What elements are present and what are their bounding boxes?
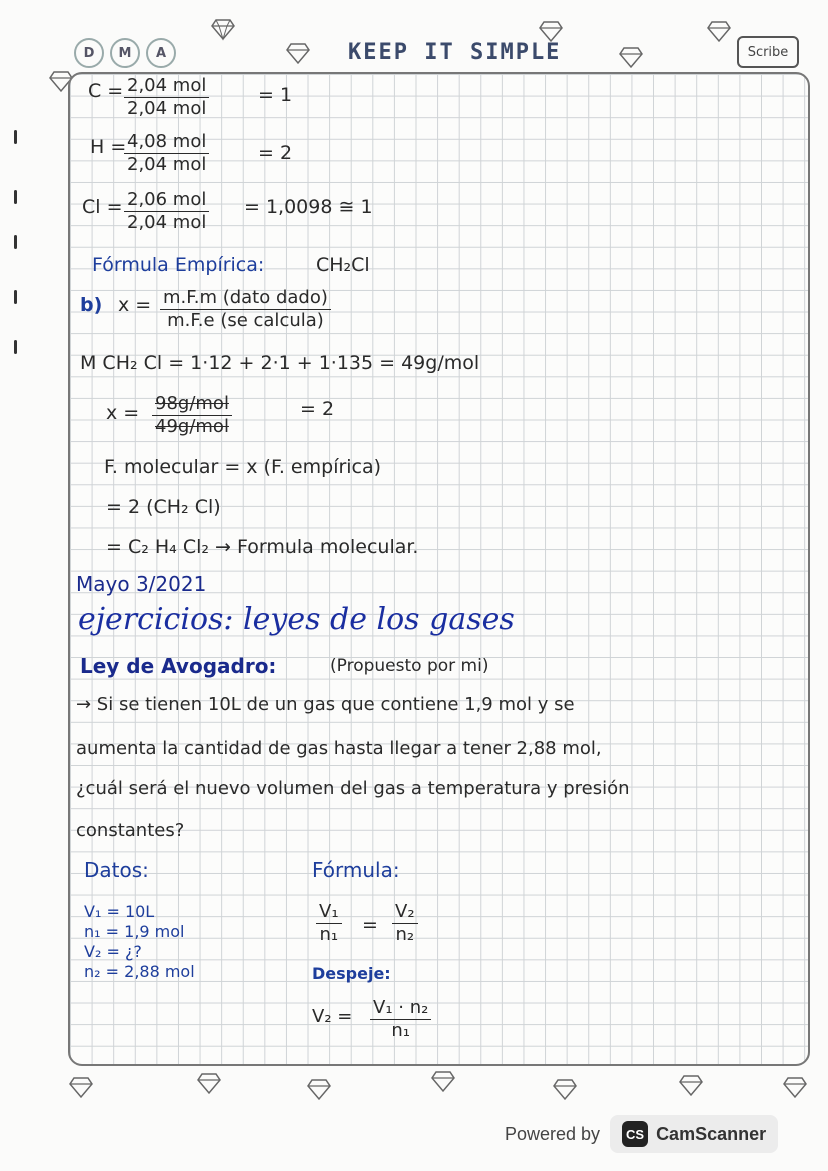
h-ratio-denominator: 2,04 mol bbox=[127, 154, 207, 175]
law-title: Ley de Avogadro: bbox=[80, 654, 277, 678]
part-b-label: b) bbox=[80, 294, 103, 316]
formula-right-denominator: n₂ bbox=[395, 924, 415, 945]
diamond-icon bbox=[552, 1076, 578, 1102]
binding-mark bbox=[14, 190, 17, 204]
diamond-icon bbox=[68, 1074, 94, 1100]
molecular-step-1: = 2 (CH₂ Cl) bbox=[106, 496, 221, 518]
part-b-numerator: m.F.m (dato dado) bbox=[160, 288, 331, 310]
camscanner-logo-icon: CS bbox=[622, 1121, 648, 1147]
dato-n1: n₁ = 1,9 mol bbox=[84, 922, 185, 941]
dma-circles bbox=[74, 38, 176, 68]
part-b-denominator: m.F.e (se calcula) bbox=[167, 310, 324, 331]
diamond-icon bbox=[430, 1068, 456, 1094]
diamond-icon bbox=[210, 16, 236, 42]
diamond-icon bbox=[678, 1072, 704, 1098]
diamond-icon bbox=[306, 1076, 332, 1102]
dato-v2: V₂ = ¿? bbox=[84, 942, 142, 961]
problem-line-2: aumenta la cantidad de gas hasta llegar a tener 2,88 mol, bbox=[76, 738, 602, 759]
molar-mass-line: M CH₂ Cl = 1·12 + 2·1 + 1·135 = 49g/mol bbox=[80, 352, 480, 374]
empirical-formula-label: Fórmula Empírica: bbox=[92, 254, 265, 276]
despeje-numerator: V₁ · n₂ bbox=[370, 998, 431, 1020]
law-note: (Propuesto por mi) bbox=[330, 656, 489, 676]
x-calc-numerator: 98g/mol bbox=[152, 394, 232, 416]
x-calc-lhs: x = bbox=[106, 402, 140, 424]
problem-line-1: → Si se tienen 10L de un gas que contiene 1,9 mol y se bbox=[76, 694, 575, 715]
formula-right-numerator: V₂ bbox=[392, 902, 418, 924]
dato-n2: n₂ = 2,88 mol bbox=[84, 962, 195, 981]
binding-mark bbox=[14, 235, 17, 249]
despeje-fraction bbox=[370, 998, 431, 1041]
formula-left-fraction bbox=[316, 902, 342, 945]
formula-left-denominator: n₁ bbox=[319, 924, 339, 945]
cl-ratio-denominator: 2,04 mol bbox=[127, 212, 207, 233]
cl-ratio-result: = 1,0098 ≅ 1 bbox=[244, 196, 373, 218]
diamond-icon bbox=[196, 1070, 222, 1096]
h-ratio-result: = 2 bbox=[258, 142, 293, 164]
formula-equals: = bbox=[362, 914, 378, 936]
dato-v1: V₁ = 10L bbox=[84, 902, 155, 921]
c-ratio-denominator: 2,04 mol bbox=[127, 98, 207, 119]
camscanner-name: CamScanner bbox=[656, 1123, 767, 1144]
date-label: Mayo 3/2021 bbox=[76, 572, 207, 596]
cl-ratio-numerator: 2,06 mol bbox=[124, 190, 209, 212]
circle-d: D bbox=[74, 38, 104, 68]
part-b-lhs: x = bbox=[118, 294, 152, 316]
diamond-icon bbox=[618, 44, 644, 70]
binding-mark bbox=[14, 290, 17, 304]
molecular-step-2: = C₂ H₄ Cl₂ → Formula molecular. bbox=[106, 536, 419, 558]
binding-mark bbox=[14, 130, 17, 144]
binding-mark bbox=[14, 340, 17, 354]
formula-label: Fórmula: bbox=[312, 858, 400, 882]
problem-line-4: constantes? bbox=[76, 820, 185, 841]
cl-ratio-fraction bbox=[124, 190, 209, 233]
circle-m: M bbox=[110, 38, 140, 68]
formula-left-numerator: V₁ bbox=[316, 902, 342, 924]
datos-label: Datos: bbox=[84, 858, 149, 882]
h-ratio-fraction bbox=[124, 132, 209, 175]
diamond-icon bbox=[538, 18, 564, 44]
x-calc-fraction bbox=[152, 394, 232, 437]
despeje-lhs: V₂ = bbox=[312, 1006, 353, 1027]
brand-title: KEEP IT SIMPLE bbox=[348, 40, 562, 65]
c-ratio-numerator: 2,04 mol bbox=[124, 76, 209, 98]
molecular-definition: F. molecular = x (F. empírica) bbox=[104, 456, 382, 478]
c-ratio-fraction bbox=[124, 76, 209, 119]
despeje-denominator: n₁ bbox=[391, 1020, 410, 1041]
section-title: ejercicios: leyes de los gases bbox=[78, 602, 515, 637]
x-calc-result: = 2 bbox=[300, 398, 335, 420]
powered-by-text: Powered by bbox=[505, 1123, 601, 1144]
circle-a: A bbox=[146, 38, 176, 68]
camscanner-footer bbox=[505, 1115, 778, 1153]
diamond-icon bbox=[706, 18, 732, 44]
empirical-formula-value: CH₂Cl bbox=[316, 254, 370, 276]
problem-line-3: ¿cuál será el nuevo volumen del gas a temperatura y presión bbox=[76, 778, 630, 799]
x-calc-denominator: 49g/mol bbox=[155, 416, 229, 437]
h-ratio-label: H = bbox=[90, 136, 127, 158]
h-ratio-numerator: 4,08 mol bbox=[124, 132, 209, 154]
c-ratio-result: = 1 bbox=[258, 84, 293, 106]
scribe-badge: Scribe bbox=[737, 36, 799, 68]
despeje-label: Despeje: bbox=[312, 964, 391, 983]
diamond-icon bbox=[285, 40, 311, 66]
part-b-fraction bbox=[160, 288, 331, 331]
c-ratio-label: C = bbox=[88, 80, 124, 102]
camscanner-badge bbox=[610, 1115, 778, 1153]
formula-right-fraction bbox=[392, 902, 418, 945]
cl-ratio-label: Cl = bbox=[82, 196, 123, 218]
diamond-icon bbox=[782, 1074, 808, 1100]
